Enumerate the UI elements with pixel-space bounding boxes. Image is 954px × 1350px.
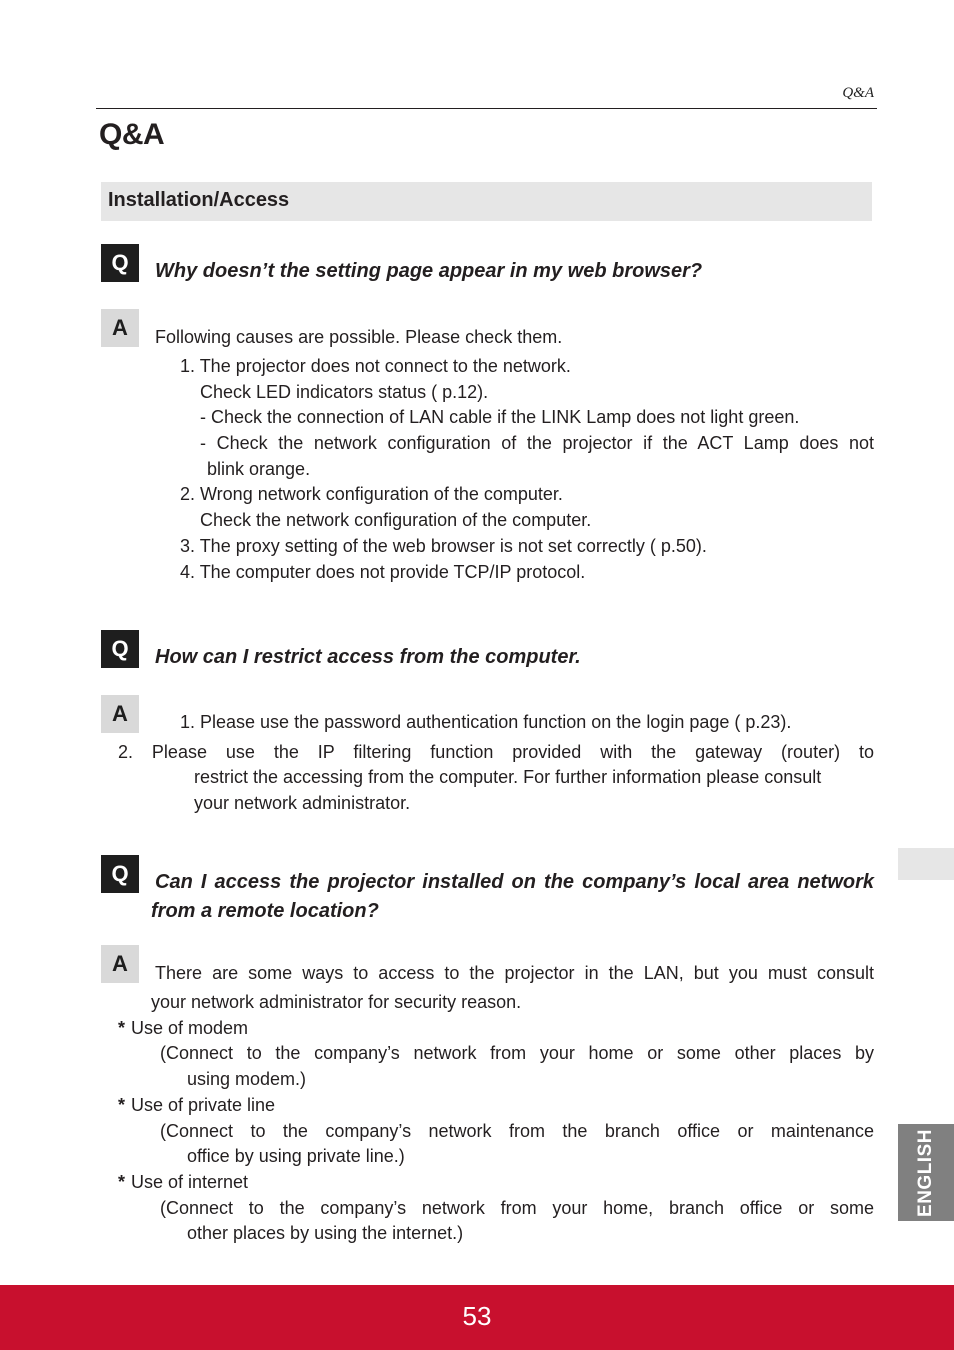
internet-desc-line-2: other places by using the internet.) (187, 1223, 464, 1243)
page-title: Q&A (99, 118, 165, 151)
answer-1-item-1-check-act-cont: blink orange. (207, 459, 311, 479)
internet-desc-line-1: (Connect to the company’s network from your home, branch office or some (160, 1198, 874, 1218)
answer-1-item-1-check-act: - Check the network configuration of the projector if the ACT Lamp does not (200, 433, 874, 453)
language-tab-label: ENGLISH (915, 1128, 936, 1217)
answer-3-intro-line-2: your network administrator for security reason. (151, 992, 522, 1012)
header-rule (96, 108, 877, 109)
answer-1-item-1: 1. The projector does not connect to the network. (180, 356, 571, 376)
answer-1-intro: Following causes are possible. Please check them. (155, 327, 563, 347)
answer-1-item-2-note: Check the network configuration of the computer. (200, 510, 592, 530)
answer-2-item-2: 2. Please use the IP filtering function provided with the gateway (router) to (118, 742, 874, 762)
question-badge: Q (101, 244, 139, 282)
question-2-text: How can I restrict access from the computer. (155, 646, 581, 668)
bullet-star: * (118, 1018, 126, 1038)
answer-1-item-1-note: Check LED indicators status ( p.12). (200, 382, 489, 402)
bullet-star: * (118, 1095, 126, 1115)
bullet-star: * (118, 1172, 126, 1192)
private-line-heading: Use of private line (131, 1095, 276, 1115)
answer-2-item-1: 1. Please use the password authentication function on the login page ( p.23). (180, 712, 792, 732)
modem-desc-line-2: using modem.) (187, 1069, 307, 1089)
answer-1-item-2: 2. Wrong network configuration of the computer. (180, 484, 563, 504)
footer-bar (0, 1285, 954, 1350)
modem-desc-line-1: (Connect to the company’s network from your home or some other places by (160, 1043, 874, 1063)
page-number: 53 (462, 1301, 492, 1331)
modem-heading: Use of modem (131, 1018, 249, 1038)
answer-1-item-4: 4. The computer does not provide TCP/IP protocol. (180, 562, 586, 582)
answer-2-item-2-cont-1: restrict the accessing from the computer. For further information please consult (194, 767, 822, 787)
answer-2-item-2-cont-2: your network administrator. (194, 793, 411, 813)
language-tab (898, 1124, 954, 1221)
section-heading: Installation/Access (108, 189, 290, 211)
answer-1-item-3: 3. The proxy setting of the web browser is not set correctly ( p.50). (180, 536, 707, 556)
question-badge: Q (101, 855, 139, 893)
internet-heading: Use of internet (131, 1172, 249, 1192)
answer-badge: A (101, 695, 139, 733)
section-heading-bar (101, 182, 872, 221)
header-section-label: Q&A (842, 85, 874, 101)
answer-badge: A (101, 945, 139, 983)
private-line-desc-line-2: office by using private line.) (187, 1146, 405, 1166)
question-3-text-line-1: Can I access the projector installed on the company’s local area network (155, 871, 874, 893)
question-1-text: Why doesn’t the setting page appear in my web browser? (155, 260, 703, 282)
answer-1-item-1-check-link: - Check the connection of LAN cable if the LINK Lamp does not light green. (200, 407, 800, 427)
question-badge: Q (101, 630, 139, 668)
answer-3-intro-line-1: There are some ways to access to the projector in the LAN, but you must consult (155, 963, 874, 983)
answer-badge: A (101, 309, 139, 347)
side-chapter-tab (898, 848, 954, 880)
private-line-desc-line-1: (Connect to the company’s network from the branch office or maintenance (160, 1121, 874, 1141)
question-3-text-line-2: from a remote location? (151, 900, 379, 922)
